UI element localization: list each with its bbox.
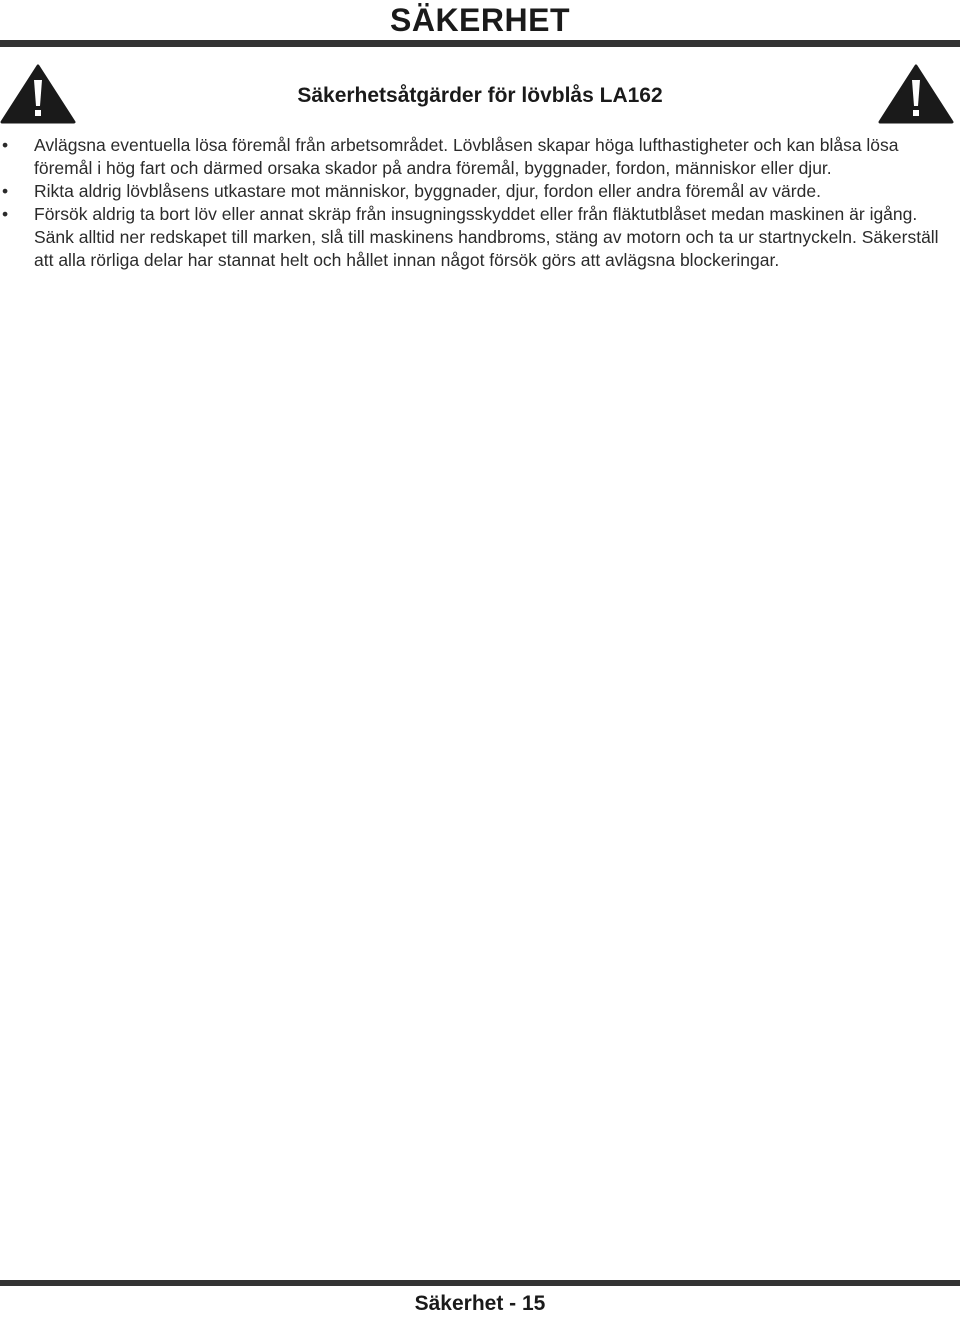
page-footer: Säkerhet - 15	[414, 1292, 546, 1315]
bullet: •	[2, 204, 9, 224]
footer-divider	[0, 1280, 960, 1286]
section-heading: Säkerhetsåtgärder för lövblås LA162	[297, 84, 663, 107]
page-title: SÄKERHET	[389, 2, 570, 38]
bullet: •	[2, 181, 9, 201]
list-item-text: Försök aldrig ta bort löv eller annat skräp från insugningsskyddet eller från fläktutblåset medan maskinen är igång. Sänk alltid ner redskapet till marken, slå till maskinens handbroms, stäng av motorn och ta ur startnyckeln. Säkerställ att alla rörliga delar har stannat helt och hållet innan något försök görs att avlägsna blockeringar.	[34, 204, 939, 270]
list-item-text: Rikta aldrig lövblåsens utkastare mot människor, byggnader, djur, fordon eller andra föremål av värde.	[34, 181, 821, 201]
bullet: •	[2, 135, 9, 155]
list-item-text: Avlägsna eventuella lösa föremål från arbetsområdet. Lövblåsen skapar höga lufthastigheter och kan blåsa lösa föremål i hög fart och därmed orsaka skador på andra föremål, byggnader, fordon, människor eller djur.	[34, 135, 899, 178]
header-divider	[0, 40, 960, 47]
list-item	[0, 180, 952, 203]
safety-instructions-list	[0, 134, 952, 272]
list-item	[0, 203, 952, 272]
list-item	[0, 134, 952, 180]
warning-triangle-icon	[878, 64, 954, 124]
